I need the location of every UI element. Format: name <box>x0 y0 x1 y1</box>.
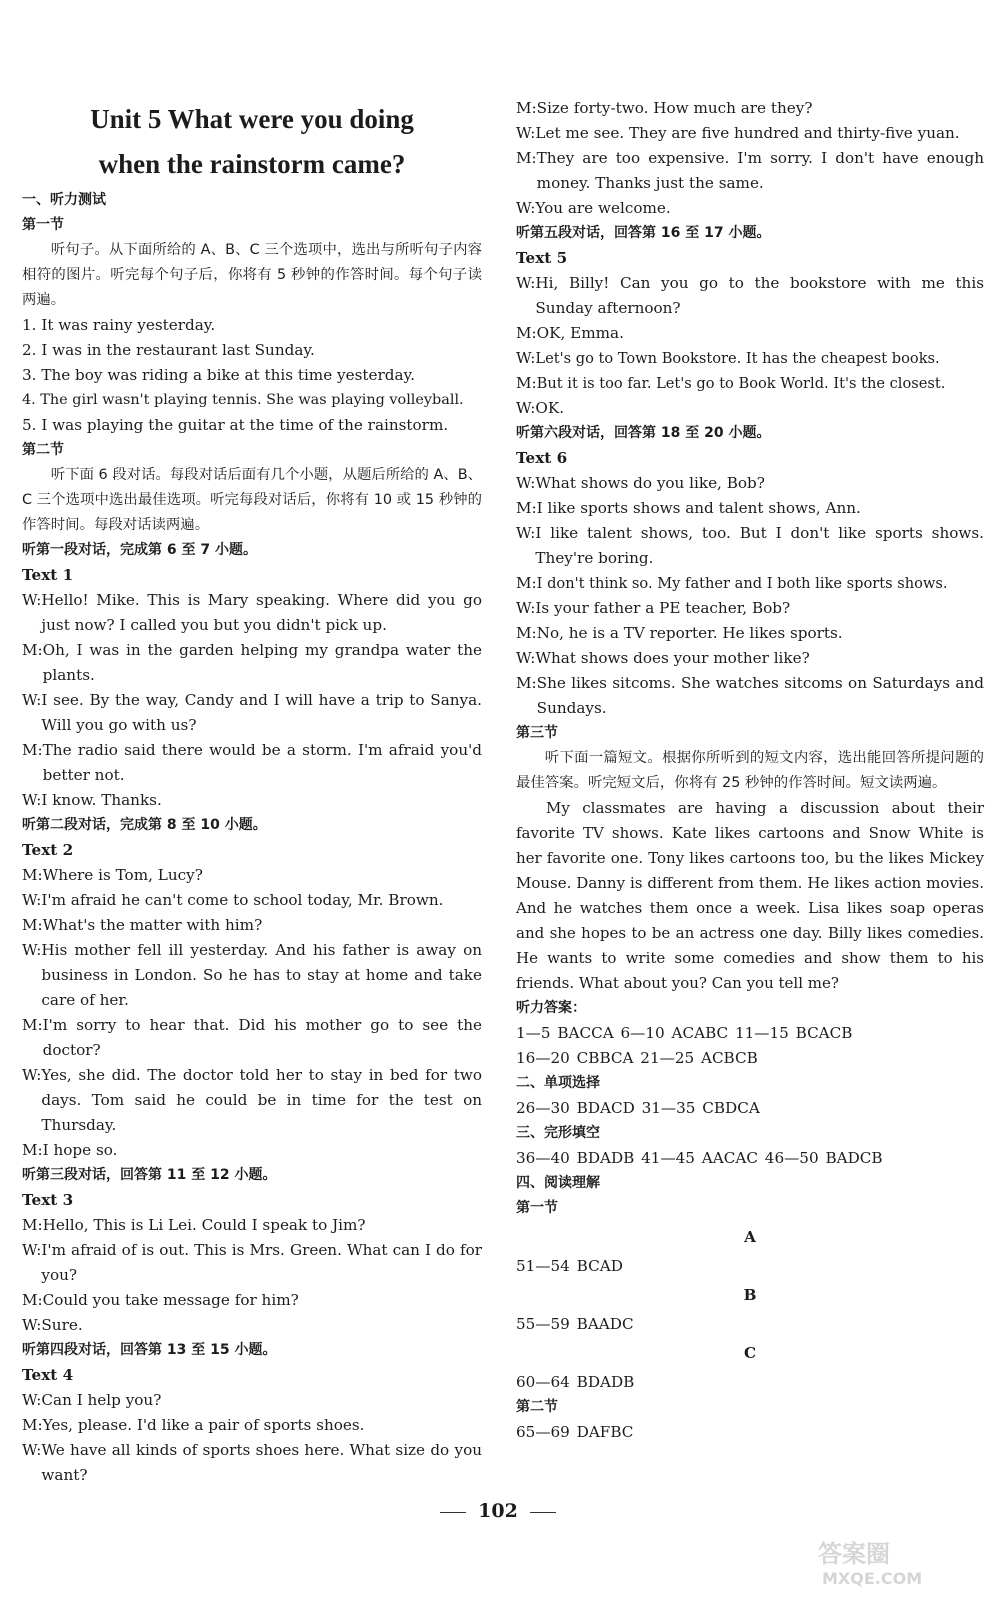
passage-label-b: B <box>743 1286 757 1304</box>
utterance: What shows do you like, Bob? <box>535 474 765 492</box>
speaker: W: <box>22 891 42 909</box>
part4-heading: 四、阅读理解 <box>516 1175 600 1191</box>
utterance: OK, Emma. <box>536 324 624 342</box>
dialogue-line <box>22 1138 482 1163</box>
speaker: M: <box>22 1216 43 1234</box>
utterance: Can I help you? <box>41 1391 162 1409</box>
speaker: M: <box>516 324 537 342</box>
utterance: Let me see. They are five hundred and thirty-five yuan. <box>535 124 960 142</box>
speaker: W: <box>516 199 536 217</box>
text3-label: Text 3 <box>22 1191 74 1209</box>
speaker: W: <box>22 941 42 959</box>
dialogue-line <box>22 1213 482 1238</box>
dialogue-line <box>22 1388 482 1413</box>
dialogue-line <box>516 321 984 346</box>
speaker: W: <box>516 274 536 292</box>
dialogue-line <box>516 671 984 721</box>
speaker: W: <box>22 1441 42 1459</box>
utterance: I'm sorry to hear that. Did his mother go to see the doctor? <box>42 1016 482 1059</box>
dialogue-line <box>22 1438 482 1488</box>
text4-dialogue-continued <box>516 96 984 221</box>
speaker: M: <box>22 1291 43 1309</box>
dialogue-line <box>22 913 482 938</box>
utterance: Hi, Billy! Can you go to the bookstore with me this Sunday afternoon? <box>535 274 984 317</box>
utterance: Let's go to Town Bookstore. It has the cheapest books. <box>535 350 940 367</box>
speaker: M: <box>516 624 537 642</box>
dialogue-line <box>516 271 984 321</box>
speaker: W: <box>516 474 536 492</box>
text6-label: Text 6 <box>516 449 568 467</box>
speaker: M: <box>516 574 537 592</box>
dialogue-line <box>22 1013 482 1063</box>
part1-heading: 一、听力测试 <box>22 192 106 208</box>
passage-label-c: C <box>743 1344 757 1362</box>
utterance: Is your father a PE teacher, Bob? <box>535 599 791 617</box>
speaker: W: <box>22 691 42 709</box>
section3-heading: 第三节 <box>516 725 558 741</box>
utterance: The radio said there would be a storm. I'm afraid you'd better not. <box>42 741 482 784</box>
dialogue-line <box>516 371 984 396</box>
utterance: Hello, This is Li Lei. Could I speak to Jim? <box>42 1216 366 1234</box>
dialogue-line <box>22 588 482 638</box>
dialogue-line <box>516 146 984 196</box>
dialogue-line <box>516 196 984 221</box>
unit-title-line1: Unit 5 What were you doing <box>90 104 414 134</box>
part3-heading: 三、完形填空 <box>516 1125 600 1141</box>
dialogue-line <box>516 521 984 571</box>
sentence-item: 2. I was in the restaurant last Sunday. <box>22 341 315 359</box>
utterance: Oh, I was in the garden helping my grandpa water the plants. <box>42 641 482 684</box>
speaker: W: <box>22 591 42 609</box>
text2-dialogue <box>22 863 482 1163</box>
dialogue-line <box>516 646 984 671</box>
speaker: M: <box>516 99 537 117</box>
answer-line: 55—59 BAADC <box>516 1315 634 1333</box>
speaker: M: <box>22 641 43 659</box>
speaker: M: <box>22 1016 43 1034</box>
utterance: Could you take message for him? <box>42 1291 299 1309</box>
utterance: I hope so. <box>42 1141 118 1159</box>
answers-heading: 听力答案： <box>516 1000 586 1016</box>
text4-label: Text 4 <box>22 1366 74 1384</box>
speaker: W: <box>516 524 536 542</box>
sentence-item: 5. I was playing the guitar at the time of the rainstorm. <box>22 416 449 434</box>
dialogue-line <box>516 621 984 646</box>
dialogue-line <box>22 1238 482 1288</box>
right-column <box>516 96 984 1445</box>
svg-text:MXQE.COM: MXQE.COM <box>822 1569 923 1588</box>
section2-instructions: 听下面 6 段对话。每段对话后面有几个小题，从题后所给的 A、B、C 三个选项中选出最佳选项。听完每段对话后，你将有 10 或 15 秒钟的作答时间。每段对话读两遍。 <box>22 467 482 533</box>
utterance: What's the matter with him? <box>42 916 263 934</box>
answer-line: 51—54 BCAD <box>516 1257 623 1275</box>
utterance: Where is Tom, Lucy? <box>42 866 203 884</box>
left-column <box>22 96 482 1488</box>
speaker: W: <box>22 1391 42 1409</box>
utterance: His mother fell ill yesterday. And his father is away on business in London. So he has to stay at home and take care of her. <box>41 941 482 1009</box>
utterance: I don't think so. My father and I both like sports shows. <box>536 575 948 592</box>
utterance: I know. Thanks. <box>41 791 162 809</box>
answer-line: 16—20 CBBCA 21—25 ACBCB <box>516 1049 758 1067</box>
dialogue4-heading: 听第四段对话，回答第 13 至 15 小题。 <box>22 1342 277 1358</box>
dialogue-line <box>22 738 482 788</box>
utterance: I'm afraid he can't come to school today, Mr. Brown. <box>41 891 444 909</box>
speaker: M: <box>516 674 537 692</box>
dialogue-line <box>22 788 482 813</box>
dialogue-line <box>516 496 984 521</box>
sentence-item: 1. It was rainy yesterday. <box>22 316 216 334</box>
utterance: What shows does your mother like? <box>535 649 810 667</box>
speaker: M: <box>22 866 43 884</box>
passage-label-a: A <box>744 1228 756 1246</box>
reading-section1-heading: 第一节 <box>516 1200 558 1216</box>
dialogue-line <box>22 688 482 738</box>
utterance: But it is too far. Let's go to Book World. It's the closest. <box>536 375 946 392</box>
dialogue-line <box>22 1063 482 1138</box>
speaker: W: <box>516 124 536 142</box>
answer-line: 26—30 BDACD 31—35 CBDCA <box>516 1099 760 1117</box>
utterance: I'm afraid of is out. This is Mrs. Green. What can I do for you? <box>41 1241 482 1284</box>
speaker: M: <box>22 1141 43 1159</box>
dialogue-line <box>22 1288 482 1313</box>
speaker: W: <box>516 599 536 617</box>
dialogue-line <box>516 346 984 371</box>
listening-passage: My classmates are having a discussion about their favorite TV shows. Kate likes cartoons and Snow White is her favorite one. Tony likes cartoons too, bu the likes Mickey Mouse. Danny is different from them. He likes action movies. And he watches them once a week. Lisa likes soap operas and she hopes to be an actress one day. Billy likes comedies. He wants to write some comedies and show them to his friends. What about you? Can you tell me? <box>516 799 984 992</box>
speaker: M: <box>22 741 43 759</box>
section2-heading: 第二节 <box>22 442 64 458</box>
dialogue-line <box>22 888 482 913</box>
speaker: M: <box>516 374 537 392</box>
speaker: W: <box>516 399 536 417</box>
text4-dialogue <box>22 1388 482 1488</box>
text3-dialogue <box>22 1213 482 1338</box>
speaker: M: <box>22 1416 43 1434</box>
dialogue-line <box>516 96 984 121</box>
utterance: You are welcome. <box>535 199 671 217</box>
text1-label: Text 1 <box>22 566 74 584</box>
dialogue1-heading: 听第一段对话，完成第 6 至 7 小题。 <box>22 542 257 558</box>
dialogue-line <box>22 638 482 688</box>
answer-line: 60—64 BDADB <box>516 1373 635 1391</box>
dialogue-line <box>516 596 984 621</box>
speaker: W: <box>516 349 536 367</box>
utterance: No, he is a TV reporter. He likes sports. <box>536 624 843 642</box>
sentence-item: 4. The girl wasn't playing tennis. She was playing volleyball. <box>22 392 464 408</box>
section1-instructions: 听句子。从下面所给的 A、B、C 三个选项中，选出与所听句子内容相符的图片。听完每个句子后，你将有 5 秒钟的作答时间。每个句子读两遍。 <box>22 242 482 308</box>
speaker: M: <box>22 916 43 934</box>
dialogue6-heading: 听第六段对话，回答第 18 至 20 小题。 <box>516 425 771 441</box>
section1-heading: 第一节 <box>22 217 64 233</box>
dialogue-line <box>22 1413 482 1438</box>
utterance: Yes, she did. The doctor told her to stay in bed for two days. Tom said he could be in time for the test on Thursday. <box>41 1066 482 1134</box>
part2-heading: 二、单项选择 <box>516 1075 600 1091</box>
speaker: M: <box>516 149 537 167</box>
utterance: OK. <box>535 399 565 417</box>
utterance: I like talent shows, too. But I don't like sports shows. They're boring. <box>535 524 984 567</box>
speaker: W: <box>22 791 42 809</box>
text2-label: Text 2 <box>22 841 74 859</box>
utterance: She likes sitcoms. She watches sitcoms on Saturdays and Sundays. <box>536 674 984 717</box>
answer-line: 1—5 BACCA 6—10 ACABC 11—15 BCACB <box>516 1024 853 1042</box>
utterance: Size forty-two. How much are they? <box>536 99 813 117</box>
speaker: M: <box>516 499 537 517</box>
sentence-item: 3. The boy was riding a bike at this time yesterday. <box>22 366 415 384</box>
section3-instructions: 听下面一篇短文。根据你所听到的短文内容，选出能回答所提问题的最佳答案。听完短文后，你将有 25 秒钟的作答时间。短文读两遍。 <box>516 750 984 791</box>
dialogue2-heading: 听第二段对话，完成第 8 至 10 小题。 <box>22 817 267 833</box>
dialogue-line <box>516 571 984 596</box>
dialogue-line <box>22 1313 482 1338</box>
sentence-list <box>22 313 482 438</box>
speaker: W: <box>22 1241 42 1259</box>
dialogue-line <box>516 471 984 496</box>
text6-dialogue <box>516 471 984 721</box>
dialogue-line <box>516 396 984 421</box>
utterance: I like sports shows and talent shows, Ann. <box>536 499 861 517</box>
speaker: W: <box>22 1316 42 1334</box>
speaker: W: <box>22 1066 42 1084</box>
unit-title-line2: when the rainstorm came? <box>98 149 406 179</box>
utterance: Hello! Mike. This is Mary speaking. Where did you go just now? I called you but you didn't pick up. <box>41 591 482 634</box>
reading-section2-heading: 第二节 <box>516 1399 558 1415</box>
svg-text:答案圈: 答案圈 <box>818 1540 890 1568</box>
text5-label: Text 5 <box>516 249 568 267</box>
answer-line: 65—69 DAFBC <box>516 1423 634 1441</box>
dialogue5-heading: 听第五段对话，回答第 16 至 17 小题。 <box>516 225 771 241</box>
utterance: Sure. <box>41 1316 83 1334</box>
watermark-logo <box>812 1532 982 1590</box>
text5-dialogue <box>516 271 984 421</box>
page-number: 102 <box>0 1500 996 1522</box>
utterance: I see. By the way, Candy and I will have a trip to Sanya. Will you go with us? <box>41 691 482 734</box>
answer-line: 36—40 BDADB 41—45 AACAC 46—50 BADCB <box>516 1149 883 1167</box>
dialogue-line <box>22 938 482 1013</box>
text1-dialogue <box>22 588 482 813</box>
speaker: W: <box>516 649 536 667</box>
utterance: We have all kinds of sports shoes here. What size do you want? <box>41 1441 482 1484</box>
dialogue-line <box>22 863 482 888</box>
utterance: They are too expensive. I'm sorry. I don't have enough money. Thanks just the same. <box>536 149 984 192</box>
utterance: Yes, please. I'd like a pair of sports shoes. <box>42 1416 365 1434</box>
dialogue3-heading: 听第三段对话，回答第 11 至 12 小题。 <box>22 1167 277 1183</box>
dialogue-line <box>516 121 984 146</box>
